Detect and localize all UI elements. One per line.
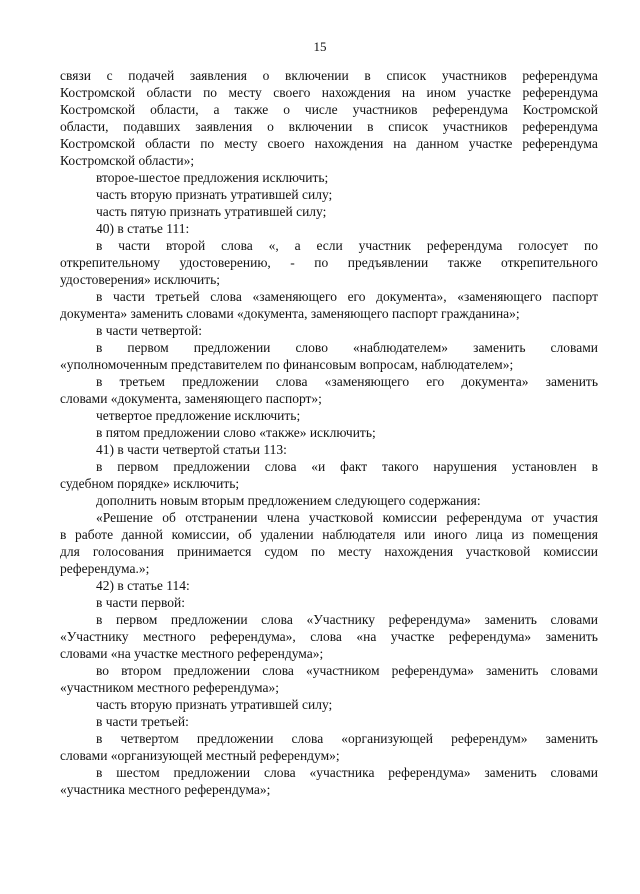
- paragraph: [60, 458, 598, 492]
- paragraph: [60, 492, 598, 509]
- paragraph: [60, 288, 598, 322]
- text-line: в первом предложении слова «Участнику референдума» заменить словами: [96, 612, 598, 627]
- paragraph: [60, 713, 598, 730]
- paragraph: [60, 203, 598, 220]
- paragraph: [60, 611, 598, 662]
- text-line: дополнить новым вторым предложением следующего содержания:: [96, 493, 481, 508]
- text-line: удостоверения» исключить;: [60, 272, 221, 287]
- text-line: в части третьей слова «заменяющего его документа», «заменяющего паспорт: [96, 289, 598, 304]
- text-line: «уполномоченным представителем по финансовым вопросам, наблюдателем»;: [60, 357, 514, 372]
- document-body: [60, 67, 598, 798]
- text-line: словами «организующей местный референдум»;: [60, 748, 340, 763]
- text-line: в первом предложении слова «и факт такого нарушения установлен в: [96, 459, 598, 474]
- paragraph: [60, 339, 598, 373]
- paragraph: [60, 322, 598, 339]
- paragraph: [60, 730, 598, 764]
- text-line: словами «документа, заменяющего паспорт»;: [60, 391, 322, 406]
- text-line: во втором предложении слова «участником референдума» заменить словами: [96, 663, 598, 678]
- text-line: открепительному удостоверению, - по предъявлении также открепительного: [60, 255, 598, 270]
- text-line: в первом предложении слово «наблюдателем» заменить словами: [96, 340, 598, 355]
- text-line: в части первой:: [96, 595, 185, 610]
- paragraph: [60, 441, 598, 458]
- text-line: «участником местного референдума»;: [60, 680, 279, 695]
- text-line: «Участнику местного референдума», слова «на участке референдума» заменить: [60, 629, 598, 644]
- text-line: референдума.»;: [60, 561, 150, 576]
- paragraph: [60, 424, 598, 441]
- text-line: в работе данной комиссии, об удалении наблюдателя или иного лица из помещения: [60, 527, 598, 542]
- text-line: для голосования принимается судом по месту нахождения участковой комиссии: [60, 544, 598, 559]
- text-line: второе-шестое предложения исключить;: [96, 170, 329, 185]
- text-line: в шестом предложении слова «участника референдума» заменить словами: [96, 765, 598, 780]
- text-line: Костромской области, а также о числе участников референдума Костромской: [60, 102, 598, 117]
- text-line: в пятом предложении слово «также» исключить;: [96, 425, 376, 440]
- paragraph: [60, 67, 598, 169]
- text-line: в третьем предложении слова «заменяющего его документа» заменить: [96, 374, 598, 389]
- paragraph: [60, 220, 598, 237]
- paragraph: [60, 407, 598, 424]
- paragraph: [60, 764, 598, 798]
- text-line: связи с подачей заявления о включении в список участников референдума: [60, 68, 598, 83]
- text-line: в части четвертой:: [96, 323, 203, 338]
- text-line: «Решение об отстранении члена участковой комиссии референдума от участия: [96, 510, 598, 525]
- text-line: Костромской области по месту своего нахождения на данном участке референдума: [60, 136, 598, 151]
- text-line: документа» заменить словами «документа, заменяющего паспорт гражданина»;: [60, 306, 520, 321]
- text-line: часть вторую признать утратившей силу;: [96, 187, 333, 202]
- paragraph: [60, 509, 598, 577]
- paragraph: [60, 186, 598, 203]
- text-line: Костромской области по месту своего нахождения на ином участке референдума: [60, 85, 598, 100]
- paragraph: [60, 696, 598, 713]
- paragraph: [60, 594, 598, 611]
- text-line: четвертое предложение исключить;: [96, 408, 301, 423]
- text-line: судебном порядке» исключить;: [60, 476, 240, 491]
- text-line: 40) в статье 111:: [96, 221, 190, 236]
- text-line: 42) в статье 114:: [96, 578, 190, 593]
- text-line: словами «на участке местного референдума»;: [60, 646, 324, 661]
- text-line: часть пятую признать утратившей силу;: [96, 204, 327, 219]
- paragraph: [60, 237, 598, 288]
- text-line: в части третьей:: [96, 714, 189, 729]
- text-line: в части второй слова «, а если участник референдума голосует по: [96, 238, 598, 253]
- paragraph: [60, 169, 598, 186]
- paragraph: [60, 577, 598, 594]
- paragraph: [60, 373, 598, 407]
- text-line: «участника местного референдума»;: [60, 782, 271, 797]
- text-line: в четвертом предложении слова «организующей референдум» заменить: [96, 731, 598, 746]
- text-line: 41) в части четвертой статьи 113:: [96, 442, 287, 457]
- paragraph: [60, 662, 598, 696]
- text-line: области, подавших заявления о включении в список участников референдума: [60, 119, 598, 134]
- page-number: 15: [313, 39, 327, 54]
- text-line: Костромской области»;: [60, 153, 195, 168]
- text-line: часть вторую признать утратившей силу;: [96, 697, 333, 712]
